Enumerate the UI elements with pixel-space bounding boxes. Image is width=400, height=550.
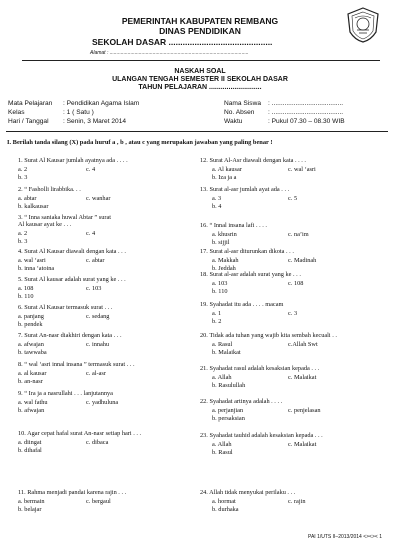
option-a[interactable]: a. wal ‘asri xyxy=(18,257,46,264)
question-text: 24. Allah tidak menyukai perilaku . . . xyxy=(200,489,296,496)
option-c[interactable]: c. abtar xyxy=(86,257,105,264)
question-text: 17. Surat al-asr diturunkan dikota . . . xyxy=(200,248,294,255)
option-c[interactable]: c. 4 xyxy=(86,166,96,173)
question-23 xyxy=(200,432,323,456)
value-mapel: : Pendidikan Agama Islam xyxy=(63,100,140,107)
exam-subtitle: ULANGAN TENGAH SEMESTER II SEKOLAH DASAR xyxy=(112,76,288,83)
option-b[interactable]: b. dihafal xyxy=(18,447,42,454)
question-17 xyxy=(200,248,317,272)
option-b[interactable]: b. Rasulullah xyxy=(212,382,246,389)
question-text: 2. “ Fasholli lirabbika. . . xyxy=(18,186,81,193)
question-text: 13. Surat al-asr jumlah ayat ada . . . xyxy=(200,186,290,193)
question-text: 21. Syahadat rasul adalah kesaksian kepada . . . xyxy=(200,365,320,372)
question-text: 5. Surat Al kausar adalah surat yang ke . . . xyxy=(18,276,126,283)
question-8 xyxy=(18,361,135,385)
option-a[interactable]: a. Allah xyxy=(212,441,232,448)
option-a[interactable]: a. Al kausar xyxy=(212,166,242,173)
question-13 xyxy=(200,186,298,210)
question-text-cont: Al kausar ayat ke . . . xyxy=(18,221,72,229)
option-c[interactable]: c. Madinah xyxy=(288,257,317,264)
label-mapel: Mata Pelajaran xyxy=(8,100,53,107)
kop-line-2: DINAS PENDIDIKAN xyxy=(159,26,241,36)
option-a[interactable]: a. abtar xyxy=(18,195,37,202)
option-c[interactable]: c. Malaikat xyxy=(288,374,317,381)
question-text: 9. “ Ira ja a nasrullahi . . . lanjutannya xyxy=(18,390,113,397)
question-2 xyxy=(18,186,111,210)
value-waktu: : Pukul 07.30 – 08.30 WIB xyxy=(268,118,345,125)
info-divider xyxy=(6,131,388,132)
label-kelas: Kelas xyxy=(8,109,25,116)
question-16 xyxy=(200,222,309,246)
option-b[interactable]: b. belajar xyxy=(18,506,42,513)
option-c[interactable]: c.Allah Swt xyxy=(288,341,318,348)
option-a[interactable]: a. 3 xyxy=(212,195,222,202)
option-b[interactable]: b. Jeddah xyxy=(212,265,236,272)
question-22 xyxy=(200,398,321,422)
page-footer: PAI 1/UTS II–2013/2014 <><>< 1 xyxy=(308,534,382,540)
option-a[interactable]: a. Makkah xyxy=(212,257,239,264)
option-c[interactable]: c. sedang xyxy=(86,313,110,320)
kop-line-1: PEMERINTAH KABUPATEN REMBANG xyxy=(121,16,279,26)
question-10 xyxy=(18,430,142,454)
option-a[interactable]: a. afwajan xyxy=(18,341,44,348)
question-21 xyxy=(200,365,320,389)
option-a[interactable]: a. perjanjian xyxy=(212,407,244,414)
option-a[interactable]: a. khusrin xyxy=(212,231,237,238)
option-c[interactable]: c. dibaca xyxy=(86,439,109,446)
option-b[interactable]: b. an-nasr xyxy=(18,378,43,385)
kop-address: Alamat : .................................................................................................... xyxy=(90,50,249,56)
value-kelas: : 1 ( Satu ) xyxy=(63,109,94,116)
option-b[interactable]: b. persaksian xyxy=(212,415,245,422)
option-c[interactable]: c. 4 xyxy=(86,230,96,237)
option-b[interactable]: b. 110 xyxy=(212,288,228,295)
value-nama: : ....................................... xyxy=(268,100,344,107)
question-text: 19. Syahadat itu ada . . . . macam xyxy=(200,301,284,308)
question-12 xyxy=(200,157,316,181)
question-7 xyxy=(18,332,122,356)
question-3 xyxy=(18,214,112,245)
option-c[interactable]: c. 3 xyxy=(288,310,298,317)
option-a[interactable]: a. Rasul xyxy=(212,341,233,348)
option-c[interactable]: c. bergaul xyxy=(86,498,111,505)
option-a[interactable]: a. diingat xyxy=(18,439,42,446)
option-c[interactable]: c. rajin xyxy=(288,498,306,505)
question-text: 23. Syahadat tauhid adalah kesaksian kepada . . . xyxy=(200,432,323,439)
question-1 xyxy=(18,157,128,181)
option-a[interactable]: a. panjang xyxy=(18,313,44,320)
question-text: 6. Surat Al Kausar termasuk surat . . . xyxy=(18,304,113,311)
kop-line-3: SEKOLAH DASAR ............................................ xyxy=(92,37,273,47)
option-a[interactable]: a. Allah xyxy=(212,374,232,381)
question-9 xyxy=(18,390,119,414)
option-b[interactable]: b. inna ‘atoina xyxy=(18,265,55,272)
question-4 xyxy=(18,248,126,272)
question-text: 1. Surat Al Kausar jumlah ayatnya ada . . . . xyxy=(18,157,128,164)
question-text: 8. “ wal ‘asri innal insana ” termasuk surat . . . xyxy=(18,361,135,368)
option-b[interactable]: b. 3 xyxy=(18,238,28,245)
label-waktu: Waktu xyxy=(224,118,243,125)
option-c[interactable]: c. penjelasan xyxy=(288,407,321,414)
option-c[interactable]: c. 103 xyxy=(86,285,102,292)
option-b[interactable]: b. tawwaba xyxy=(18,349,47,356)
option-b[interactable]: b. Iza ja a xyxy=(212,174,237,181)
value-hari: : Senin, 3 Maret 2014 xyxy=(63,118,127,125)
option-b[interactable]: b. 2 xyxy=(212,318,222,325)
exam-title: NASKAH SOAL xyxy=(174,68,226,75)
option-c[interactable]: c. 5 xyxy=(288,195,298,202)
question-text: 20. Tidak ada tuhan yang wajib kita sembah kecuali . . xyxy=(200,332,337,339)
exam-year: TAHUN PELAJARAN ........................... xyxy=(138,84,262,91)
instruction: I. Berilah tanda silang (X) pada huruf a , b , atau c yang merupakan jawaban yang paling benar ! xyxy=(7,139,273,146)
regency-emblem-icon xyxy=(345,6,381,44)
label-nama: Nama Siswa xyxy=(224,100,262,107)
option-b[interactable]: b. 3 xyxy=(18,174,28,181)
option-c[interactable]: c. yadhuluna xyxy=(86,399,119,406)
question-19 xyxy=(200,301,298,325)
option-c[interactable]: c. wal ‘asri xyxy=(288,166,316,173)
option-b[interactable]: b. sijjil xyxy=(212,239,230,246)
question-text: 18. Surat al-asr adalah surat yang ke . . . xyxy=(200,271,301,278)
kop-divider xyxy=(22,60,380,61)
question-text: 3. “ Inna saniaka huwal Abtar ” surat xyxy=(18,214,112,221)
question-24 xyxy=(200,489,306,513)
question-11 xyxy=(18,489,127,513)
option-b[interactable]: b. 110 xyxy=(18,293,34,300)
question-18 xyxy=(200,271,304,295)
option-c[interactable]: c. na’im xyxy=(288,231,309,238)
question-text: 10. Agar cepat hafal surat An-nasr setiap hari . . . xyxy=(18,430,142,437)
option-a[interactable]: a. wal fathu xyxy=(18,399,48,406)
option-a[interactable]: a. 108 xyxy=(18,285,34,292)
option-a[interactable]: a. 1 xyxy=(212,310,222,317)
option-c[interactable]: c. wanhar xyxy=(86,195,111,202)
option-b[interactable]: b. Malaikat xyxy=(212,349,241,356)
option-c[interactable]: c. 108 xyxy=(288,280,304,287)
option-a[interactable]: a. al kausar xyxy=(18,370,47,377)
label-hari: Hari / Tanggal xyxy=(8,118,49,125)
question-6 xyxy=(18,304,113,328)
option-a[interactable]: a. 2 xyxy=(18,166,28,173)
option-c[interactable]: c. innahu xyxy=(86,341,110,348)
option-b[interactable]: b. kalkausar xyxy=(18,203,49,210)
question-20 xyxy=(200,332,337,356)
option-a[interactable]: a. 2 xyxy=(18,230,28,237)
question-text: 16. “ Innal insana lafi . . . . xyxy=(200,222,267,229)
label-absen: No. Absen xyxy=(224,109,255,116)
option-c[interactable]: c. al-asr xyxy=(86,370,106,377)
option-b[interactable]: b. Rasul xyxy=(212,449,233,456)
value-absen: : ....................................... xyxy=(268,109,344,116)
question-5 xyxy=(18,276,126,300)
option-b[interactable]: b. 4 xyxy=(212,203,222,210)
question-text: 7. Surat An-nasr diakhiri dengan kata . . . xyxy=(18,332,122,339)
question-text: 4. Surat Al Kausar diawali dengan kata . . . xyxy=(18,248,126,255)
option-a[interactable]: a. 103 xyxy=(212,280,228,287)
question-text: 11. Rahma menjadi pandai karena rajin . . . xyxy=(18,489,127,496)
question-text: 12. Surat Al-Asr diawali dengan kata . . . . xyxy=(200,157,306,164)
option-b[interactable]: b. afwajan xyxy=(18,407,45,414)
option-b[interactable]: b. durhaka xyxy=(212,506,239,513)
option-a[interactable]: a. hormat xyxy=(212,498,236,505)
option-a[interactable]: a. bermain xyxy=(18,498,45,505)
option-c[interactable]: c. Malaikat xyxy=(288,441,317,448)
option-b[interactable]: b. pendek xyxy=(18,321,43,328)
question-text: 22. Syahadat artinya adalah . . . . xyxy=(200,398,283,405)
